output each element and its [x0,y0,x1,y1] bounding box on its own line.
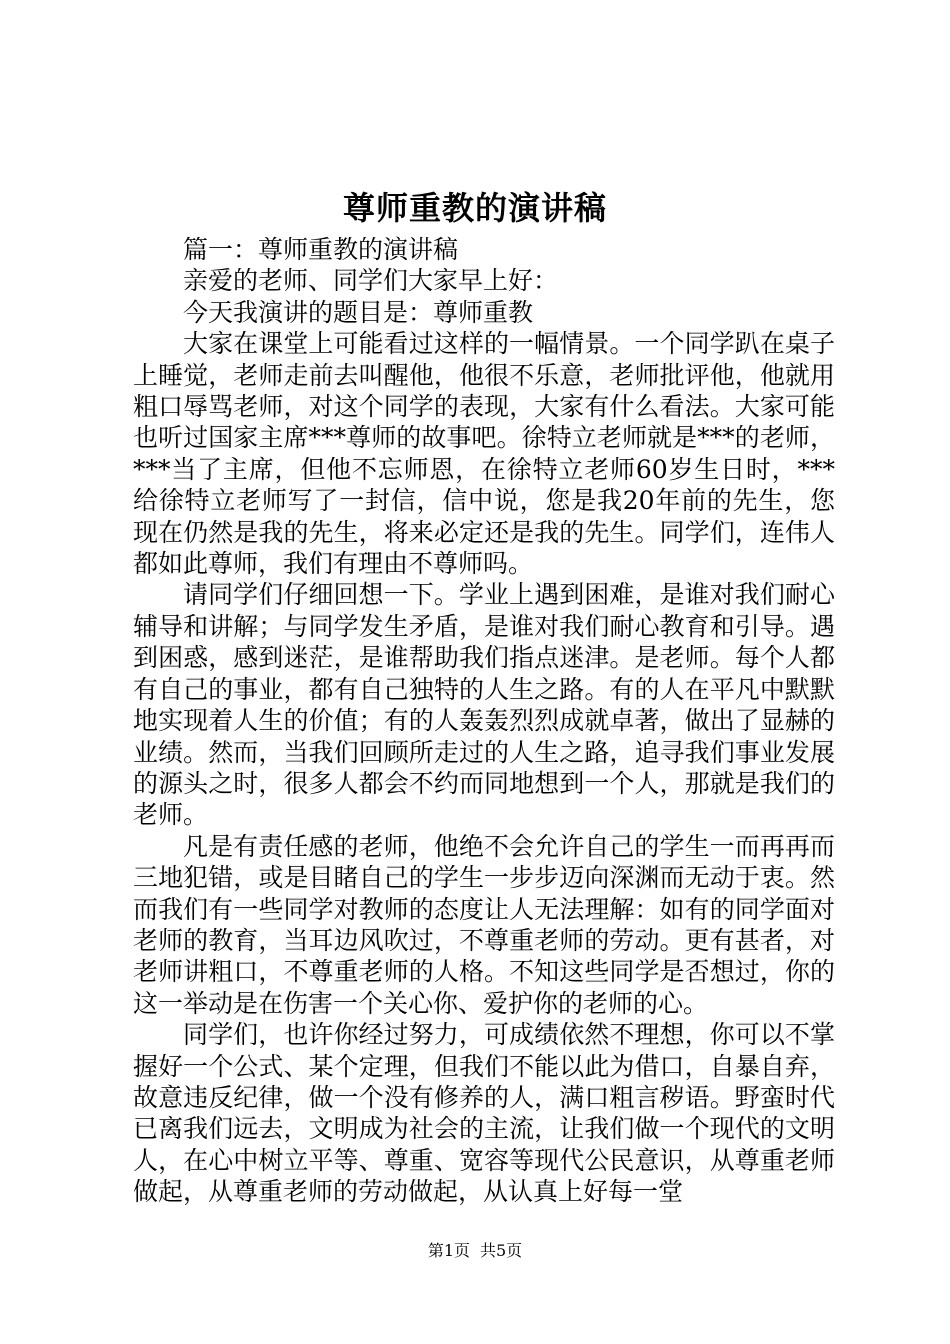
paragraph: 篇一：尊师重教的演讲稿 [183,235,459,264]
paragraph: 今天我演讲的题目是：尊师重教 [183,297,534,327]
paragraph: 亲爱的老师、同学们大家早上好： [183,266,559,296]
page-number: 第1页 [427,1241,470,1260]
page-footer [0,1240,950,1262]
document-title: 尊师重教的演讲稿 [342,189,607,227]
paragraph: 凡是有责任感的老师，他绝不会允许自己的学生一而再再而三地犯错，或是目睹自己的学生一步步迈向深渊而无动于衷。然而我们有一些同学对教师的态度让人无法理解：如有的同学面对老师的教育，当耳边风吹过，不尊重老师的劳动。更有甚者，对老师讲粗口，不尊重老师的人格。不知这些同学是否想过，你的这一举动是在伤害一个关心你、爱护你的老师的心。 [133,831,835,1018]
page-total: 共5页 [480,1241,523,1260]
paragraph: 请同学们仔细回想一下。学业上遇到困难，是谁对我们耐心辅导和讲解；与同学发生矛盾，是谁对我们耐心教育和引导。遇到困惑，感到迷茫，是谁帮助我们指点迷津。是老师。每个人都有自己的事业，都有自己独特的人生之路。有的人在平凡中默默地实现着人生的价值；有的人轰轰烈烈成就卓著，做出了显赫的业绩。然而，当我们回顾所走过的人生之路，追寻我们事业发展的源头之时，很多人都会不约而同地想到一个人，那就是我们的老师。 [133,580,835,830]
paragraph: 同学们，也许你经过努力，可成绩依然不理想，你可以不掌握好一个公式、某个定理，但我们不能以此为借口，自暴自弃，故意违反纪律，做一个没有修养的人，满口粗言秽语。野蛮时代已离我们远去，文明成为社会的主流，让我们做一个现代的文明人，在心中树立平等、尊重、宽容等现代公民意识，从尊重老师做起，从尊重老师的劳动做起，从认真上好每一堂 [133,1020,835,1207]
paragraph: 大家在课堂上可能看过这样的一幅情景。一个同学趴在桌子上睡觉，老师走前去叫醒他，他很不乐意，老师批评他，他就用粗口辱骂老师，对这个同学的表现，大家有什么看法。大家可能也听过国家主席***尊师的故事吧。徐特立老师就是***的老师，***当了主席，但他不忘师恩，在徐特立老师60岁生日时，***给徐特立老师写了一封信，信中说，您是我20年前的先生，您现在仍然是我的先生，将来必定还是我的先生。同学们，连伟人都如此尊师，我们有理由不尊师吗。 [133,329,835,579]
document-body [133,234,835,1208]
